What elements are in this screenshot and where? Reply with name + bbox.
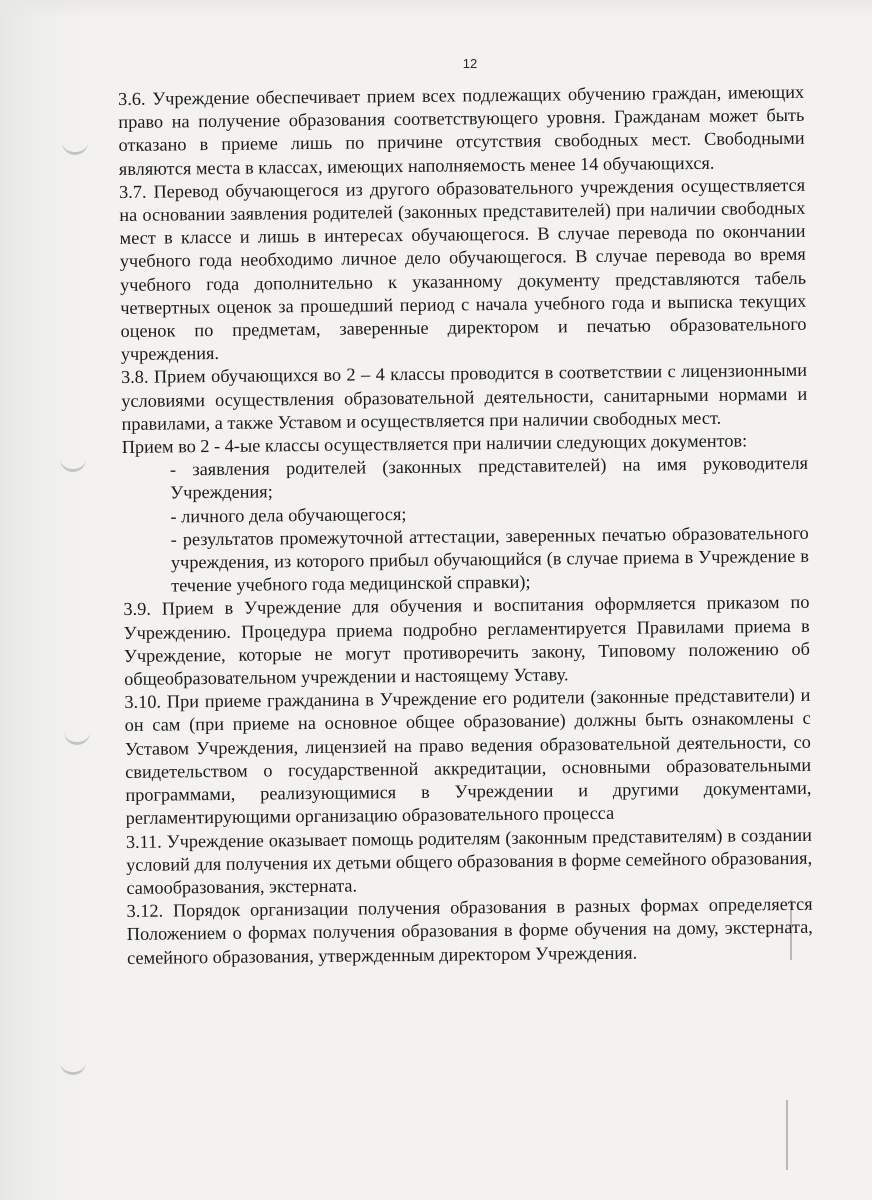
paragraph-3-9: 3.9. Прием в Учреждение для обучения и воспитания оформляется приказом по Учреждению. Процедура приема подробно регламентируется Правилами приема в Учреждение, которые не могут противоречить закону, Типовому положению об общеобразовательном учреждении и настоящему Уставу. — [123, 592, 811, 690]
paragraph-3-8: 3.8. Прием обучающихся во 2 – 4 классы проводится в соответствии с лицензионными условиями осуществления образовательной деятельности, санитарными нормами и правилами, а также Уставом и осуществляется при наличии свободных мест. — [120, 360, 808, 434]
scan-artifact-line — [786, 1100, 788, 1170]
list-item: - личного дела обучающегося; — [170, 503, 407, 527]
paragraph-3-11: 3.11. Учреждение оказывает помощь родителям (законным представителям) в создании условий для получения их детьми общего образования в форме семейного образования, самообразования, экстерната. — [125, 824, 813, 898]
document-body — [118, 81, 813, 970]
paragraph-3-6: 3.6. Учреждение обеспечивает прием всех подлежащих обучению граждан, имеющих право на получение образования соответствующего уровня. Гражданам может быть отказано в приеме лишь по причине отсутствия свободных мест. Свободными являются места в классах, имеющих наполняемость менее 14 обучающихся. — [118, 81, 805, 179]
documents-intro: Прием во 2 - 4-ые классы осуществляется при наличии следующих документов: — [121, 430, 748, 458]
scan-shadow-top — [0, 0, 872, 18]
paragraph-3-7: 3.7. Перевод обучающегося из другого образовательного учреждения осуществляется на основании заявления родителей (законных представителей) при наличии свободных мест в классе и лишь в интересах обучающегося. В случае перевода по окончании учебного года необходимо личное дело обучающегося. В случае перевода во время учебного года дополнительно к указанному документу представляются табель четвертных оценок за прошедший период с начала учебного года и выписка текущих оценок по предметам, заверенные директором и печатью образовательного учреждения. — [118, 174, 807, 365]
scan-shadow-left — [0, 0, 90, 1200]
list-item: - заявления родителей (законных представителей) на имя руководителя Учреждения; — [169, 453, 809, 503]
page-number: 12 — [462, 56, 478, 71]
paragraph-3-12: 3.12. Порядок организации получения образования в разных формах определяется Положением о формах получения образования в форме обучения на дому, экстерната, семейного образования, утвержденным директором Учреждения. — [126, 893, 813, 968]
paragraph-3-10: 3.10. При приеме гражданина в Учреждение его родители (законные представители) и он сам (при приеме на основное общее образование) должны быть ознакомлены с Уставом Учреждения, лицензией на право ведения образовательной деятельности, со свидетельством о государственной аккредитации, основными образовательными программами, реализующимися в Учреждении и другими документами, регламентирующими организацию образовательного процесса — [124, 685, 812, 829]
documents-list — [122, 452, 809, 598]
list-item: - результатов промежуточной аттестации, заверенных печатью образовательного учреждения, из которого прибыл обучающийся (в случае приема в Учреждение в течение учебного года медицинской справки); — [170, 522, 810, 596]
